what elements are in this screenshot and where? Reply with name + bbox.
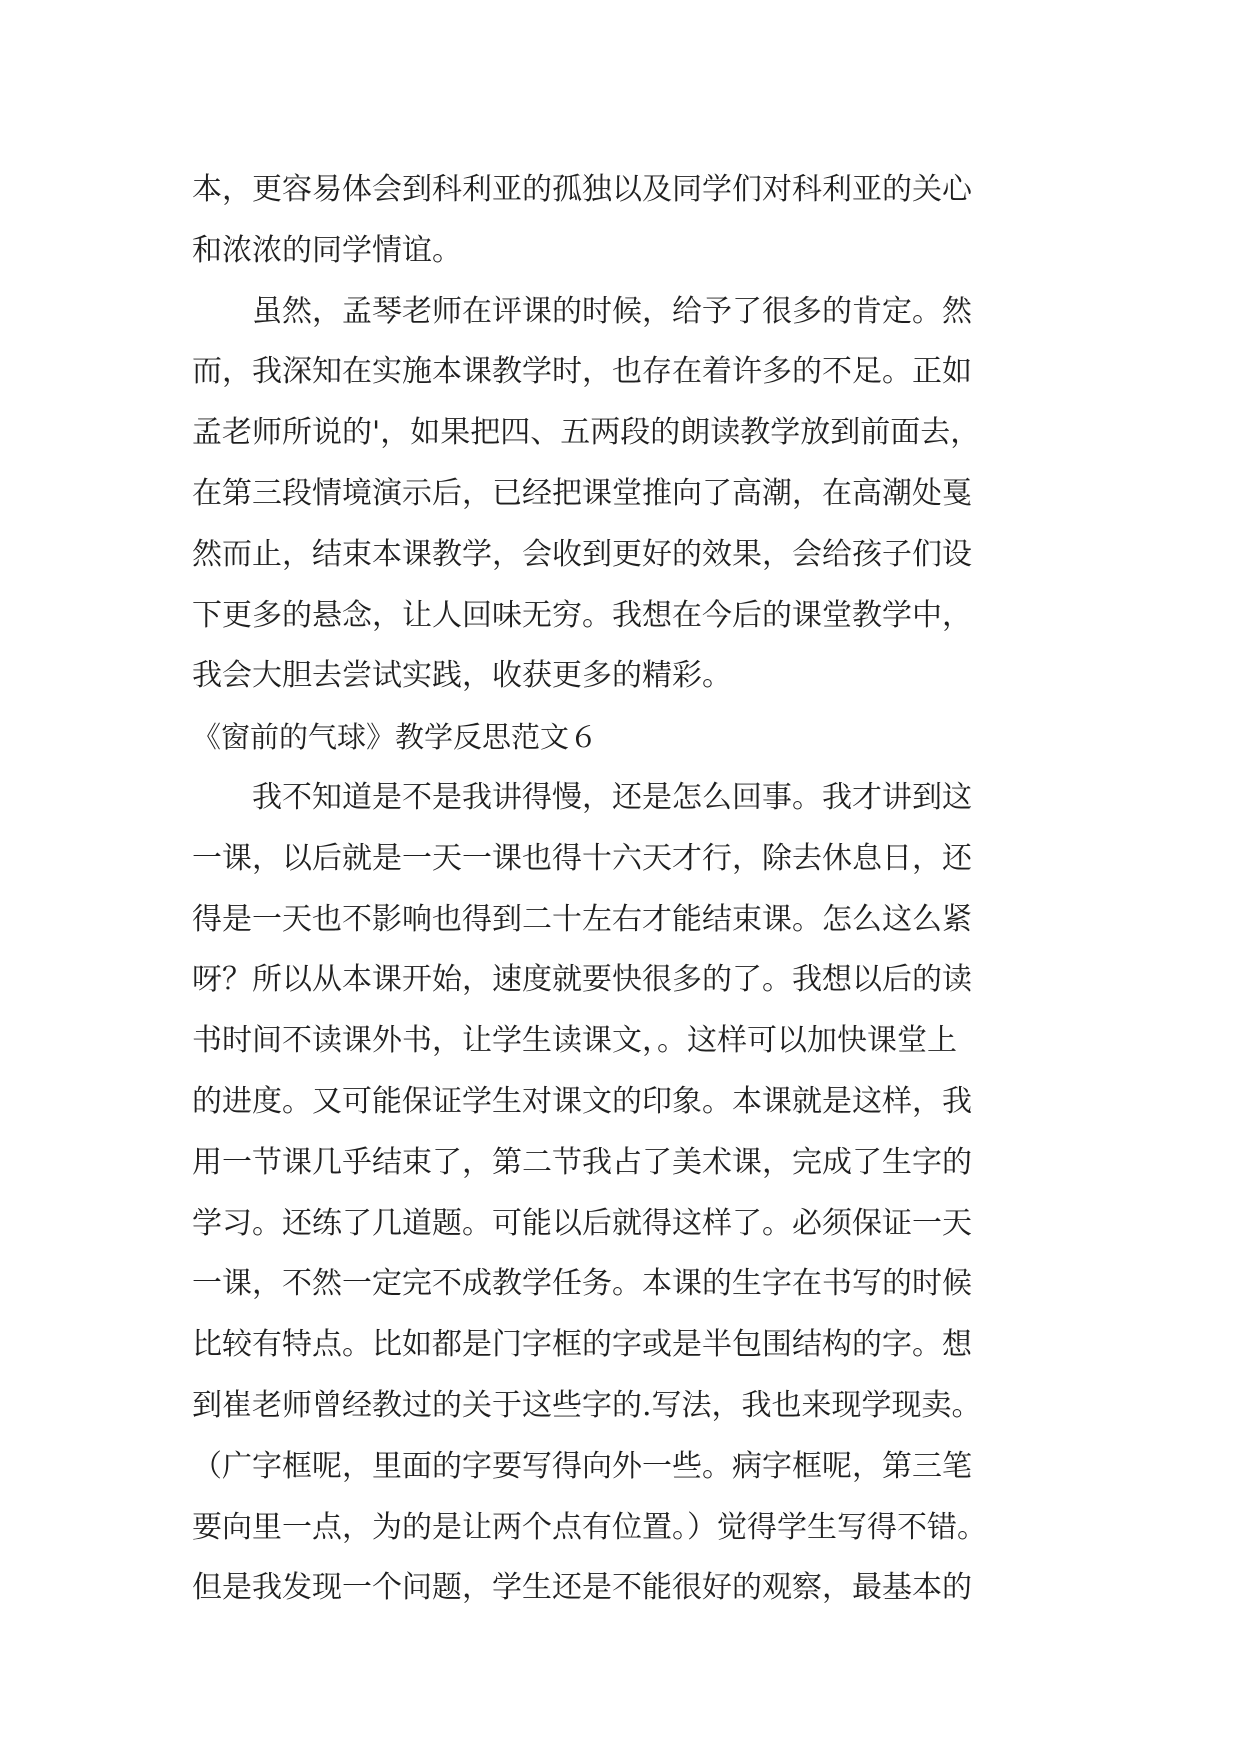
body-line: 我不知道是不是我讲得慢，还是怎么回事。我才讲到这	[192, 779, 972, 815]
body-line: 的进度。又可能保证学生对课文的印象。本课就是这样，我	[192, 1083, 972, 1119]
body-line: 然而止，结束本课教学，会收到更好的效果，会给孩子们设	[192, 536, 972, 572]
body-line: 孟老师所说的'，如果把四、五两段的朗读教学放到前面去，	[192, 415, 981, 451]
document-body	[192, 160, 1092, 1619]
body-line: 一课，不然一定完不成教学任务。本课的生字在书写的时候	[192, 1266, 972, 1302]
body-line: 而，我深知在实施本课教学时，也存在着许多的不足。正如	[192, 354, 972, 390]
body-line: 但是我发现一个问题，学生还是不能很好的观察，最基本的	[192, 1570, 972, 1606]
body-line: 要向里一点，为的是让两个点有位置。）觉得学生写得不错。	[192, 1509, 987, 1545]
section-heading: 《窗前的气球》教学反思范文６	[192, 720, 599, 755]
body-line: 得是一天也不影响也得到二十左右才能结束课。怎么这么紧	[192, 901, 972, 937]
body-line: 在第三段情境演示后，已经把课堂推向了高潮，在高潮处戛	[192, 475, 972, 511]
body-line: （广字框呢，里面的字要写得向外一些。病字框呢，第三笔	[192, 1448, 972, 1484]
body-line: 到崔老师曾经教过的关于这些字的.写法，我也来现学现卖。	[192, 1387, 982, 1423]
body-line: 一课，以后就是一天一课也得十六天才行，除去休息日，还	[192, 840, 972, 876]
body-line: 和浓浓的同学情谊。	[192, 232, 462, 268]
body-line: 比较有特点。比如都是门字框的字或是半包围结构的字。想	[192, 1327, 972, 1363]
body-line: 书时间不读课外书，让学生读课文，。这样可以加快课堂上	[192, 1023, 957, 1059]
body-line: 我会大胆去尝试实践，收获更多的精彩。	[192, 658, 732, 694]
body-line: 呀？所以从本课开始，速度就要快很多的了。我想以后的读	[192, 962, 972, 998]
body-line: 本，更容易体会到科利亚的孤独以及同学们对科利亚的关心	[192, 172, 972, 207]
body-line: 虽然，孟琴老师在评课的时候，给予了很多的肯定。然	[192, 293, 972, 329]
body-line: 用一节课几乎结束了，第二节我占了美术课，完成了生字的	[192, 1144, 972, 1180]
body-line: 下更多的悬念，让人回味无穷。我想在今后的课堂教学中，	[192, 597, 972, 633]
body-line: 学习。还练了几道题。可能以后就得这样了。必须保证一天	[192, 1205, 972, 1241]
